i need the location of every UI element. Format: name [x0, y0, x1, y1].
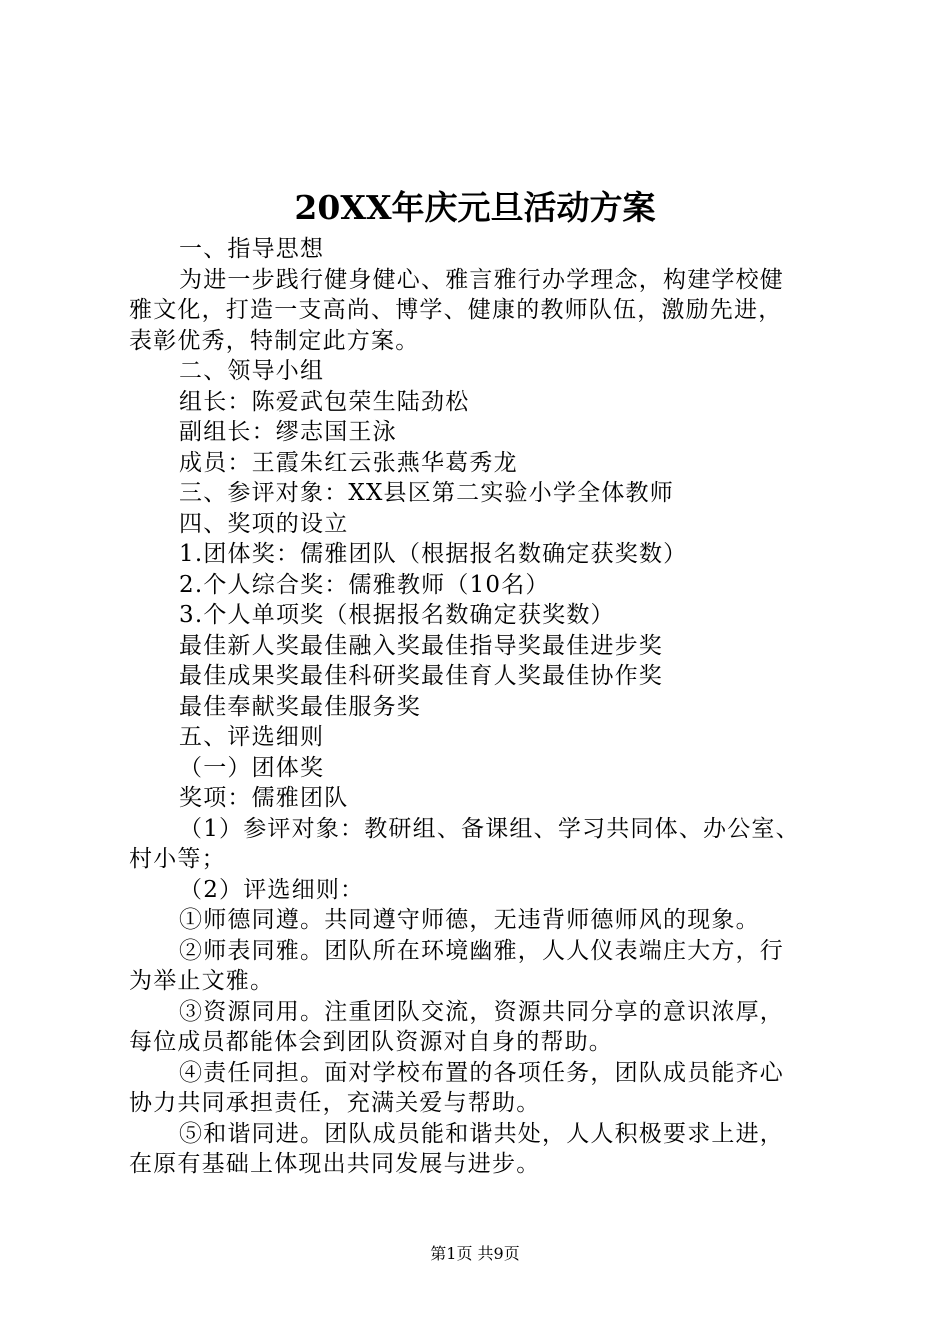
paragraph-line: 组长：陈爱武包荣生陆劲松 [179, 388, 470, 415]
paragraph-line: 表彰优秀，特制定此方案。 [129, 327, 420, 354]
paragraph-line: （2）评选细则： [179, 876, 365, 903]
paragraph-line: ③资源同用。注重团队交流，资源共同分享的意识浓厚， [179, 998, 784, 1025]
paragraph-line: 二、领导小组 [179, 358, 325, 384]
paragraph-line: 协力共同承担责任，充满关爱与帮助。 [129, 1090, 541, 1116]
paragraph-line: 2.个人综合奖：儒雅教师（10名） [179, 571, 550, 598]
paragraph-line: 副组长：缪志国王泳 [179, 419, 397, 445]
paragraph-line: 五、评选细则 [179, 724, 325, 750]
paragraph-line: ①师德同遵。共同遵守师德，无违背师德师风的现象。 [179, 907, 760, 933]
paragraph-line: （一）团体奖 [179, 754, 325, 781]
paragraph-line: 奖项：儒雅团队 [179, 785, 349, 811]
paragraph-line: 最佳成果奖最佳科研奖最佳育人奖最佳协作奖 [179, 663, 663, 689]
paragraph-line: 每位成员都能体会到团队资源对自身的帮助。 [129, 1029, 613, 1055]
paragraph-line: 村小等； [129, 846, 226, 872]
page-footer: 第1页 共9页 [430, 1244, 520, 1263]
paragraph-line: 成员：王霞朱红云张燕华葛秀龙 [179, 449, 518, 476]
paragraph-line: 雅文化，打造一支高尚、博学、健康的教师队伍，激励先进， [129, 297, 783, 323]
paragraph-line: 为举止文雅。 [129, 968, 275, 994]
document-title: 20XX年庆元旦活动方案 [294, 188, 656, 227]
paragraph-line: 1.团体奖：儒雅团队（根据报名数确定获奖数） [179, 541, 688, 567]
paragraph-line: 四、奖项的设立 [179, 510, 349, 537]
paragraph-line: ④责任同担。面对学校布置的各项任务，团队成员能齐心 [179, 1059, 784, 1086]
paragraph-line: 一、指导思想 [179, 236, 325, 262]
paragraph-line: 3.个人单项奖（根据报名数确定获奖数） [179, 602, 615, 628]
paragraph-line: ②师表同雅。团队所在环境幽雅，人人仪表端庄大方，行 [179, 937, 784, 964]
paragraph-line: 为进一步践行健身健心、雅言雅行办学理念，构建学校健 [179, 266, 784, 293]
paragraph-line: 最佳奉献奖最佳服务奖 [179, 693, 421, 720]
document-body [129, 234, 834, 1180]
paragraph-line: ⑤和谐同进。团队成员能和谐共处，人人积极要求上进， [179, 1120, 784, 1147]
paragraph-line: 三、参评对象：XX县区第二实验小学全体教师 [179, 480, 674, 506]
paragraph-line: 在原有基础上体现出共同发展与进步。 [129, 1151, 541, 1177]
paragraph-line: （1）参评对象：教研组、备课组、学习共同体、办公室、 [179, 815, 800, 842]
paragraph-line: 最佳新人奖最佳融入奖最佳指导奖最佳进步奖 [179, 632, 663, 659]
